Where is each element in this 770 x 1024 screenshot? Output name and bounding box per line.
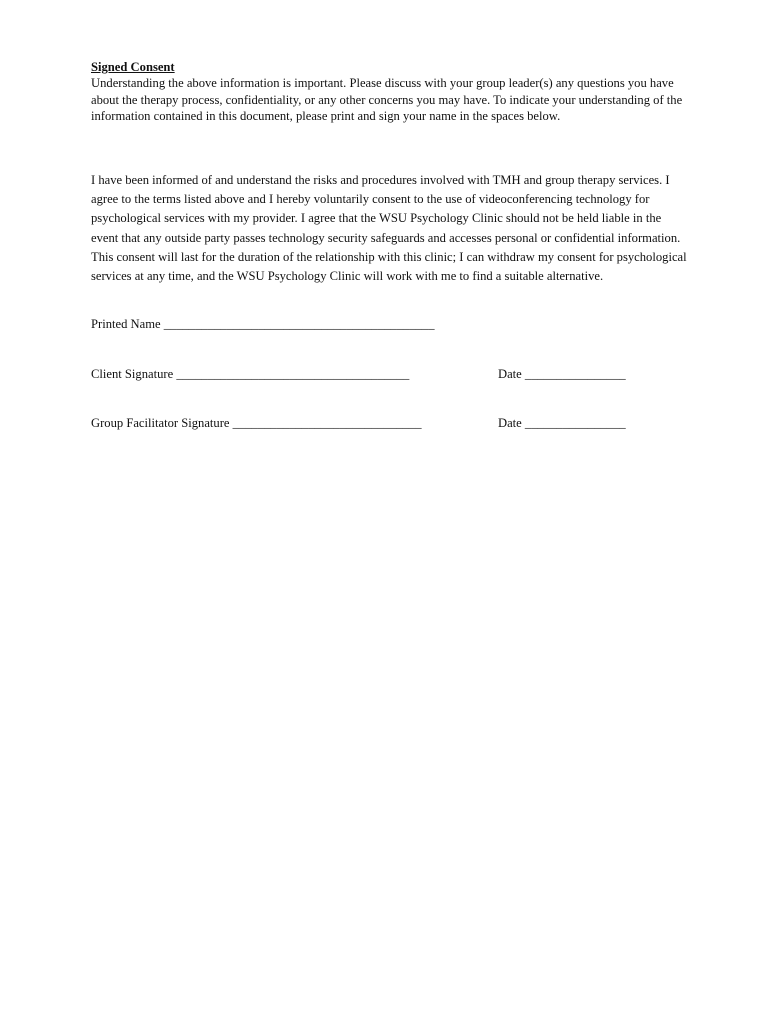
- facilitator-signature-field[interactable]: Group Facilitator Signature ______________________________: [91, 416, 422, 430]
- client-date-field[interactable]: Date ________________: [498, 367, 626, 381]
- section-heading: Signed Consent: [91, 60, 175, 74]
- facilitator-date-field[interactable]: Date ________________: [498, 416, 626, 430]
- intro-paragraph: Understanding the above information is important. Please discuss with your group leader(s) any questions you have about the therapy process, confidentiality, or any other concerns you may have. To indicate your understanding of the information contained in this document, please print and sign your name in the spaces below.: [91, 76, 683, 124]
- printed-name-field[interactable]: Printed Name ___________________________________________: [91, 317, 435, 331]
- consent-paragraph: I have been informed of and understand the risks and procedures involved with TMH and group therapy services. I agree to the terms listed above and I hereby voluntarily consent to the use of videoconferencing technology for psychological services with my provider. I agree that the WSU Psychology Clinic should not be held liable in the event that any outside party passes technology security safeguards and accesses personal or confidential information. This consent will last for the duration of the relationship with this clinic; I can withdraw my consent for psychological services at any time, and the WSU Psychology Clinic will work with me to find a suitable alternative.: [91, 173, 687, 284]
- client-signature-field[interactable]: Client Signature _____________________________________: [91, 367, 410, 381]
